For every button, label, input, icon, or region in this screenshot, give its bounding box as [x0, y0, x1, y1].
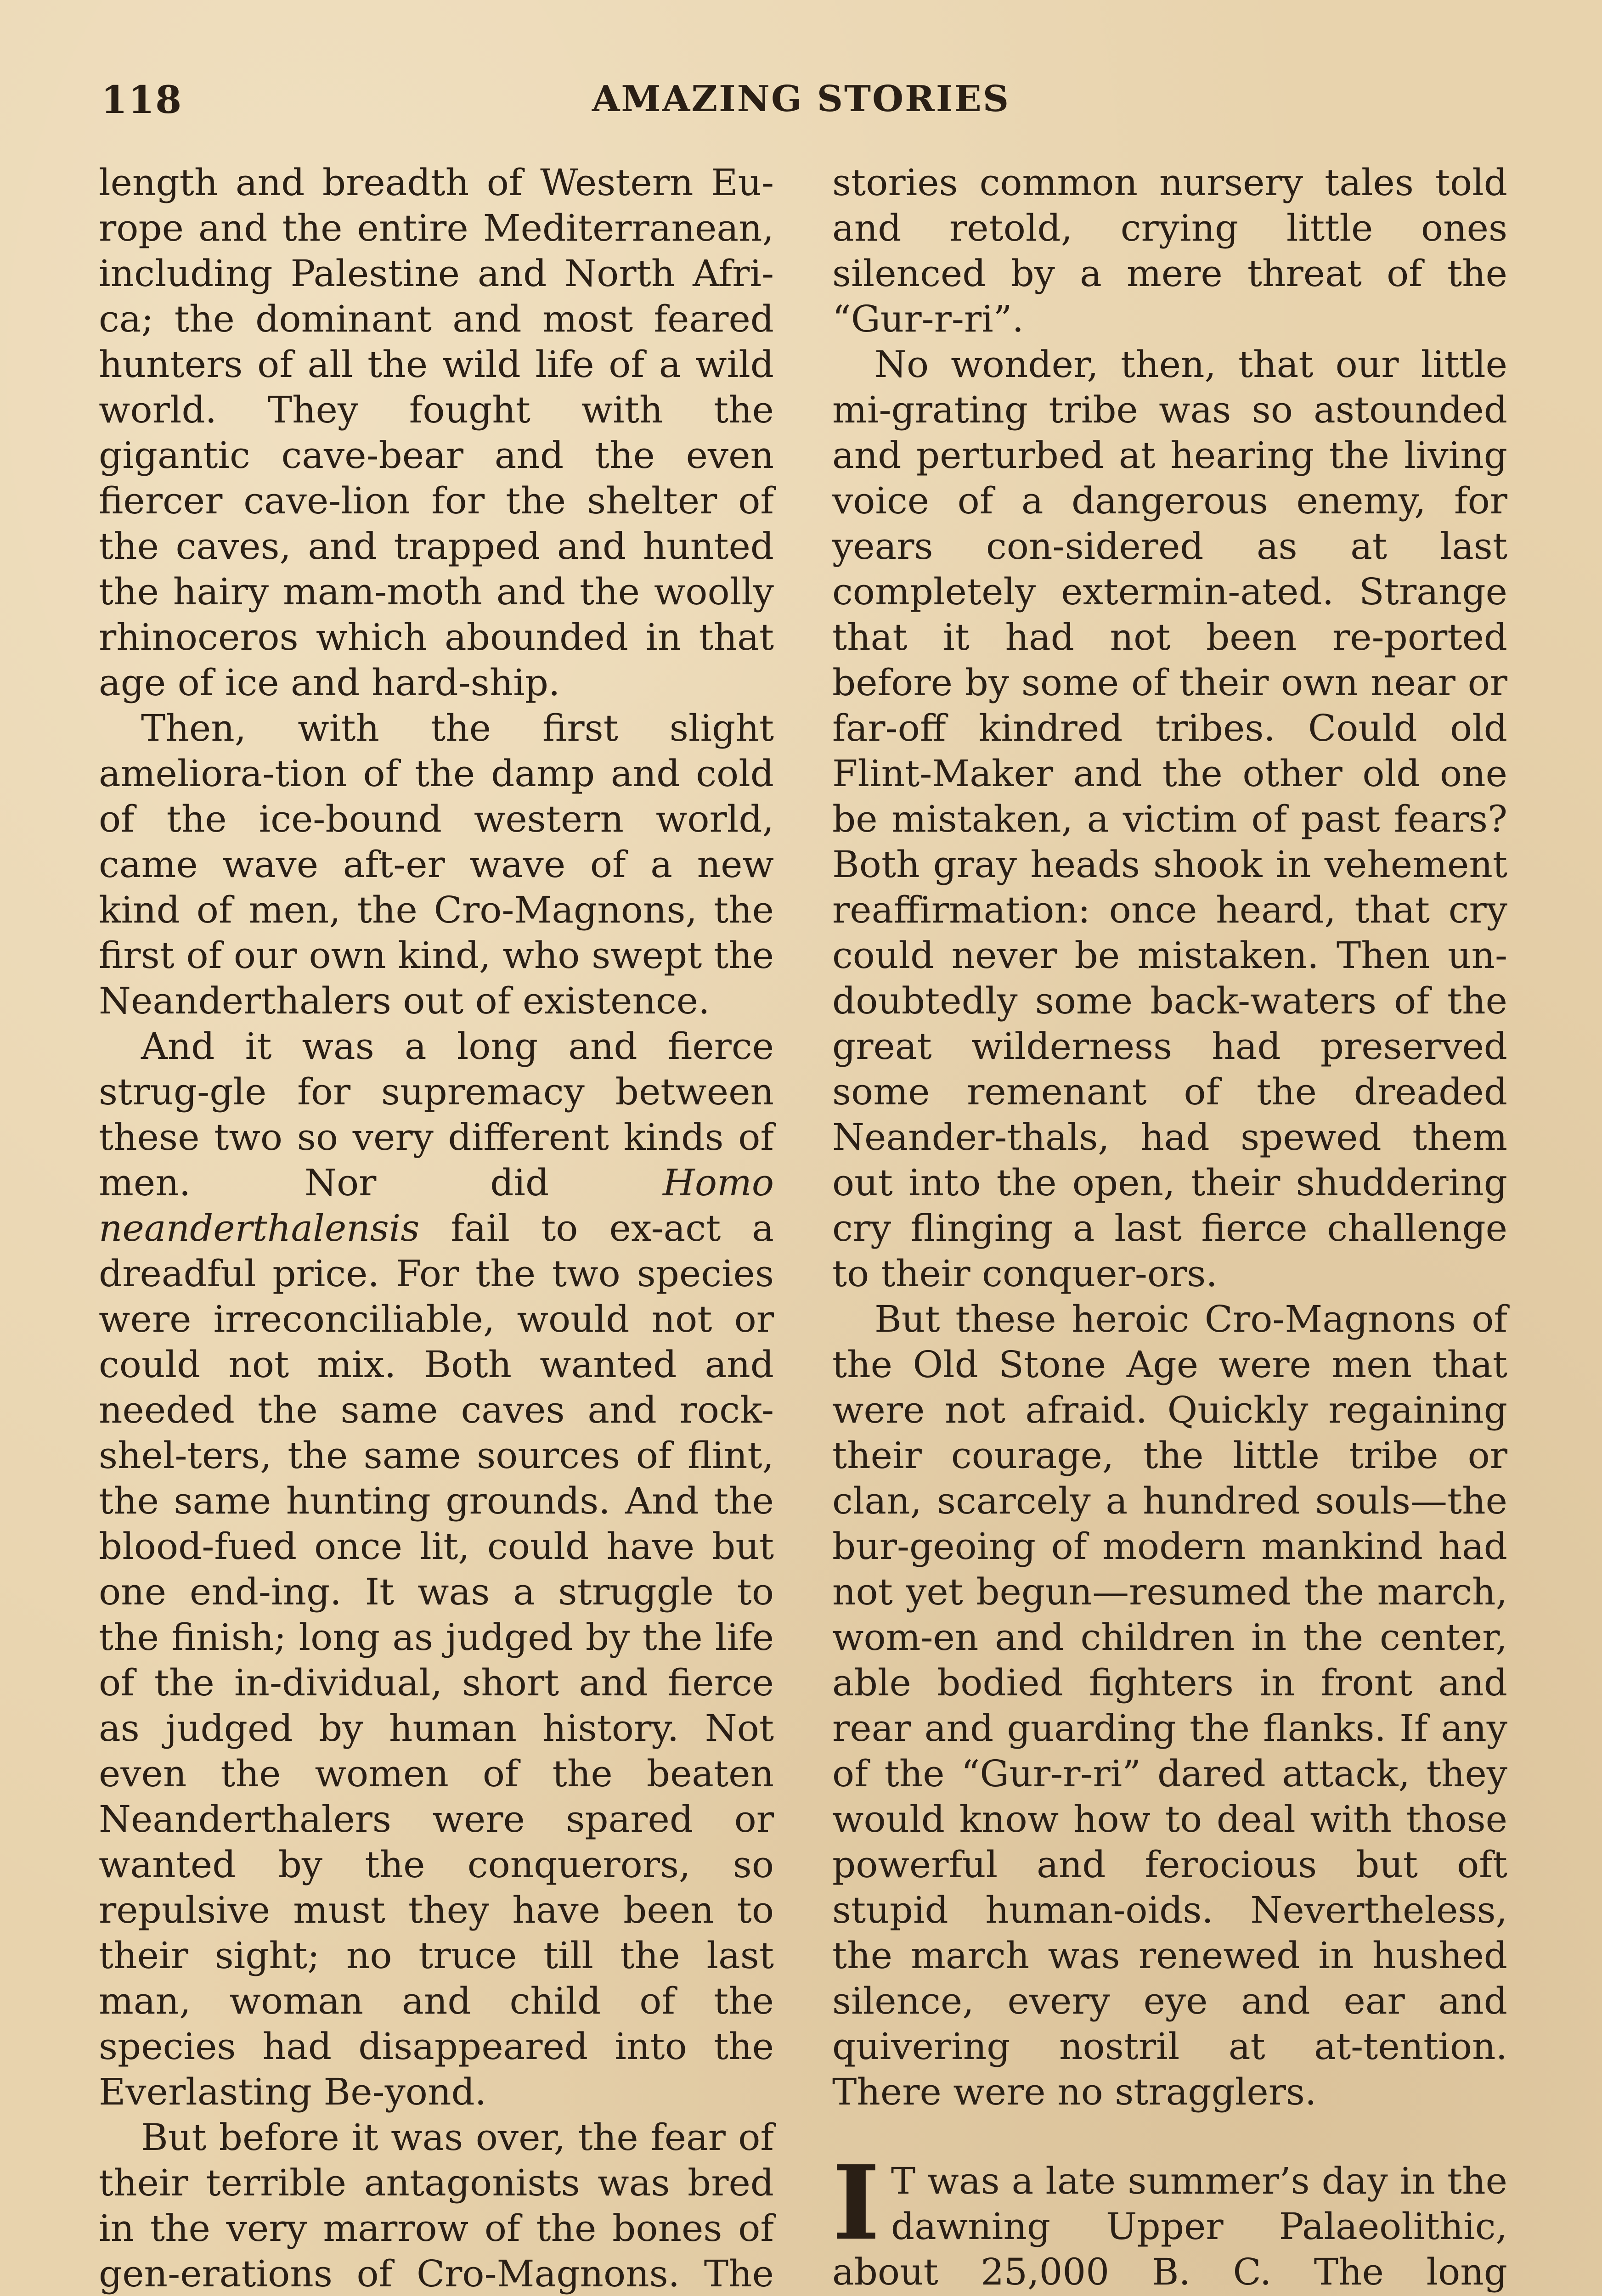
paragraph: length and breadth of Western Eu-rope and the entire Mediterranean, including Palestine and North Afri-ca; the dominant and most feared hunters of all the wild life of a wild world. They fought with the gigantic cave-bear and the even fiercer cave-lion for the shelter of the caves, and trapped and hunted the hairy mam-moth and the woolly rhinoceros which abounded in that age of ice and hard-ship.: [99, 161, 774, 704]
italic-species-name: Homo neanderthalensis: [99, 1161, 774, 1249]
paragraph: No wonder, then, that our little mi-grating tribe was so astounded and perturbed at hearing the living voice of a dangerous enemy, for years con-sidered as at last completely extermin-ated. Strange that it had not been re-ported before by some of their own near or far-off kindred tribes. Could old Flint-Maker and the other old one be mistaken, a victim of past fears? Both gray heads shook in vehement reaffirmation: once heard, that cry could never be mistaken. Then un-doubtedly some back-waters of the great wilderness had preserved some remenant of the dreaded Neander-thals, had spewed them out into the open, their shuddering cry flinging a last fierce challenge to their conquer-ors.: [832, 343, 1507, 1295]
paragraph: But these heroic Cro-Magnons of the Old Stone Age were men that were not afraid. Quickly regaining their courage, the little tribe or clan, scarcely a hundred souls—the bur-geoing of modern mankind had not yet begun—resumed the march, wom-en and children in the center, able bodied fighters in front and rear and guarding the flanks. If any of the “Gur-r-ri” dared attack, they would know how to deal with those powerful and ferocious but oft stupid human-oids. Nevertheless, the march was renewed in hushed silence, every eye and ear and quivering nostril at at-tention. There were no stragglers.: [832, 1298, 1507, 2113]
paragraph: But before it was over, the fear of their terrible antagonists was bred in the very marrow of the bones of gen-erations of Cro-Magnons. The: [99, 2116, 774, 2295]
drop-cap: I: [832, 2144, 880, 2263]
paragraph-text: And it was a long and fierce strug-gle for supremacy between these two so very different kinds of men. Nor did: [99, 1025, 774, 1204]
paragraph: Then, with the first slight ameliora-tion of the damp and cold of the ice-bound western world, came wave aft-er wave of a new kind of men, the Cro-Magnons, the first of our own kind, who swept the Neanderthalers out of existence.: [99, 707, 774, 1022]
page-number: 118: [101, 78, 183, 122]
right-column: [832, 160, 1507, 2296]
running-head: AMAZING STORIES: [592, 78, 1010, 120]
section-text: T was a late summer’s day in the dawning Upper Palaeolithic, about 25,000 B. C. The long: [832, 2160, 1507, 2293]
section-paragraph: [832, 2144, 1507, 2296]
page-header: [101, 78, 1501, 133]
left-column: [99, 160, 774, 2296]
paragraph: [99, 1024, 774, 2115]
paragraph: stories common nursery tales told and retold, crying little ones silenced by a mere threat of the “Gur-r-ri”.: [832, 161, 1507, 340]
paragraph-text: fail to ex-act a dreadful price. For the two species were irreconciliable, would not or could not mix. Both wanted and needed the same caves and rock-shel-ters, the same sources of flint, the same hunting grounds. And the blood-fued once lit, could have but one end-ing. It was a struggle to the finish; long as judged by the life of the in-dividual, short and fierce as judged by human history. Not even the women of the beaten Neanderthalers were spared or wanted by the conquerors, so repulsive must they have been to their sight; no truce till the last man, woman and child of the species had disappeared into the Everlasting Be-yond.: [99, 1207, 774, 2113]
